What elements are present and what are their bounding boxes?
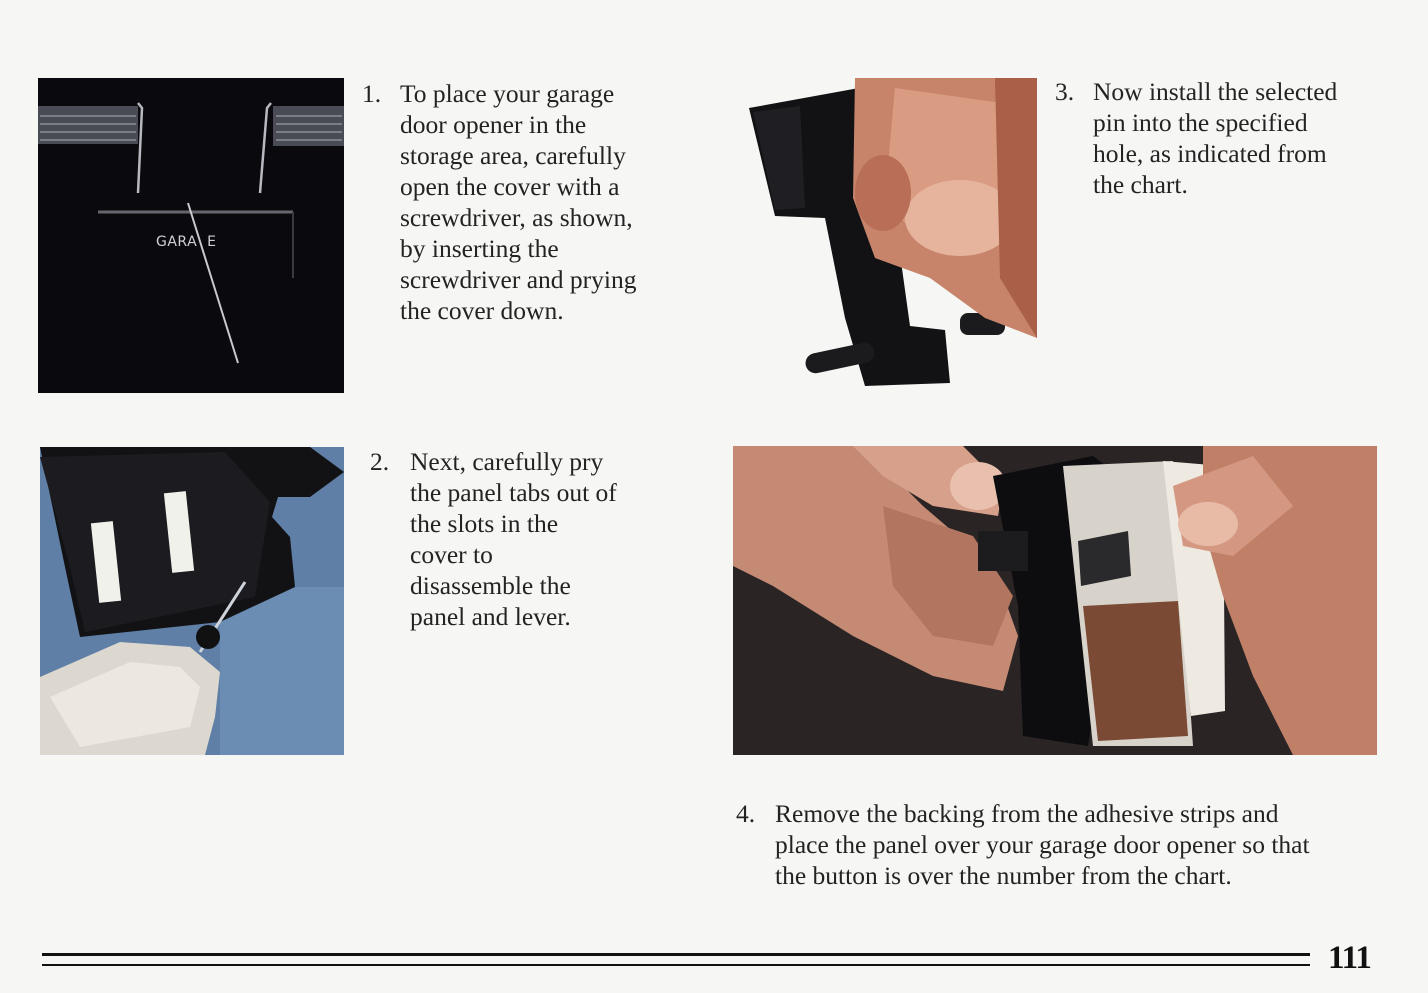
photo-opener-panel	[733, 446, 1377, 755]
step-3-number: 3.	[1055, 77, 1075, 106]
garage-label: GARA E	[156, 234, 217, 250]
step-2-number: 2.	[370, 447, 390, 476]
step-4-text: Remove the backing from the adhesive strips and place the panel over your garage door opener so that the button is over the number from the chart.	[775, 799, 1310, 890]
step-1	[362, 78, 637, 326]
step-1-number: 1.	[362, 79, 382, 108]
photo-panel-tabs	[40, 447, 344, 755]
step-3-text: Now install the selected pin into the specified hole, as indicated from the chart.	[1093, 77, 1338, 199]
footer-rule-top	[42, 953, 1310, 956]
step-2	[370, 446, 617, 632]
page-number: 111	[1328, 940, 1371, 976]
step-4	[736, 798, 1310, 891]
step-4-number: 4.	[736, 799, 756, 828]
step-2-text: Next, carefully pry the panel tabs out of the slots in the cover to disassemble the panel and lever.	[410, 447, 617, 631]
photo-storage-cover	[38, 78, 344, 393]
step-1-text: To place your garage door opener in the storage area, carefully open the cover with a screwdriver, as shown, by inserting the screwdriver and prying the cover down.	[400, 79, 637, 325]
footer-rule-bottom	[42, 964, 1310, 966]
step-3	[1055, 76, 1337, 200]
photo-install-pin	[745, 78, 1037, 393]
